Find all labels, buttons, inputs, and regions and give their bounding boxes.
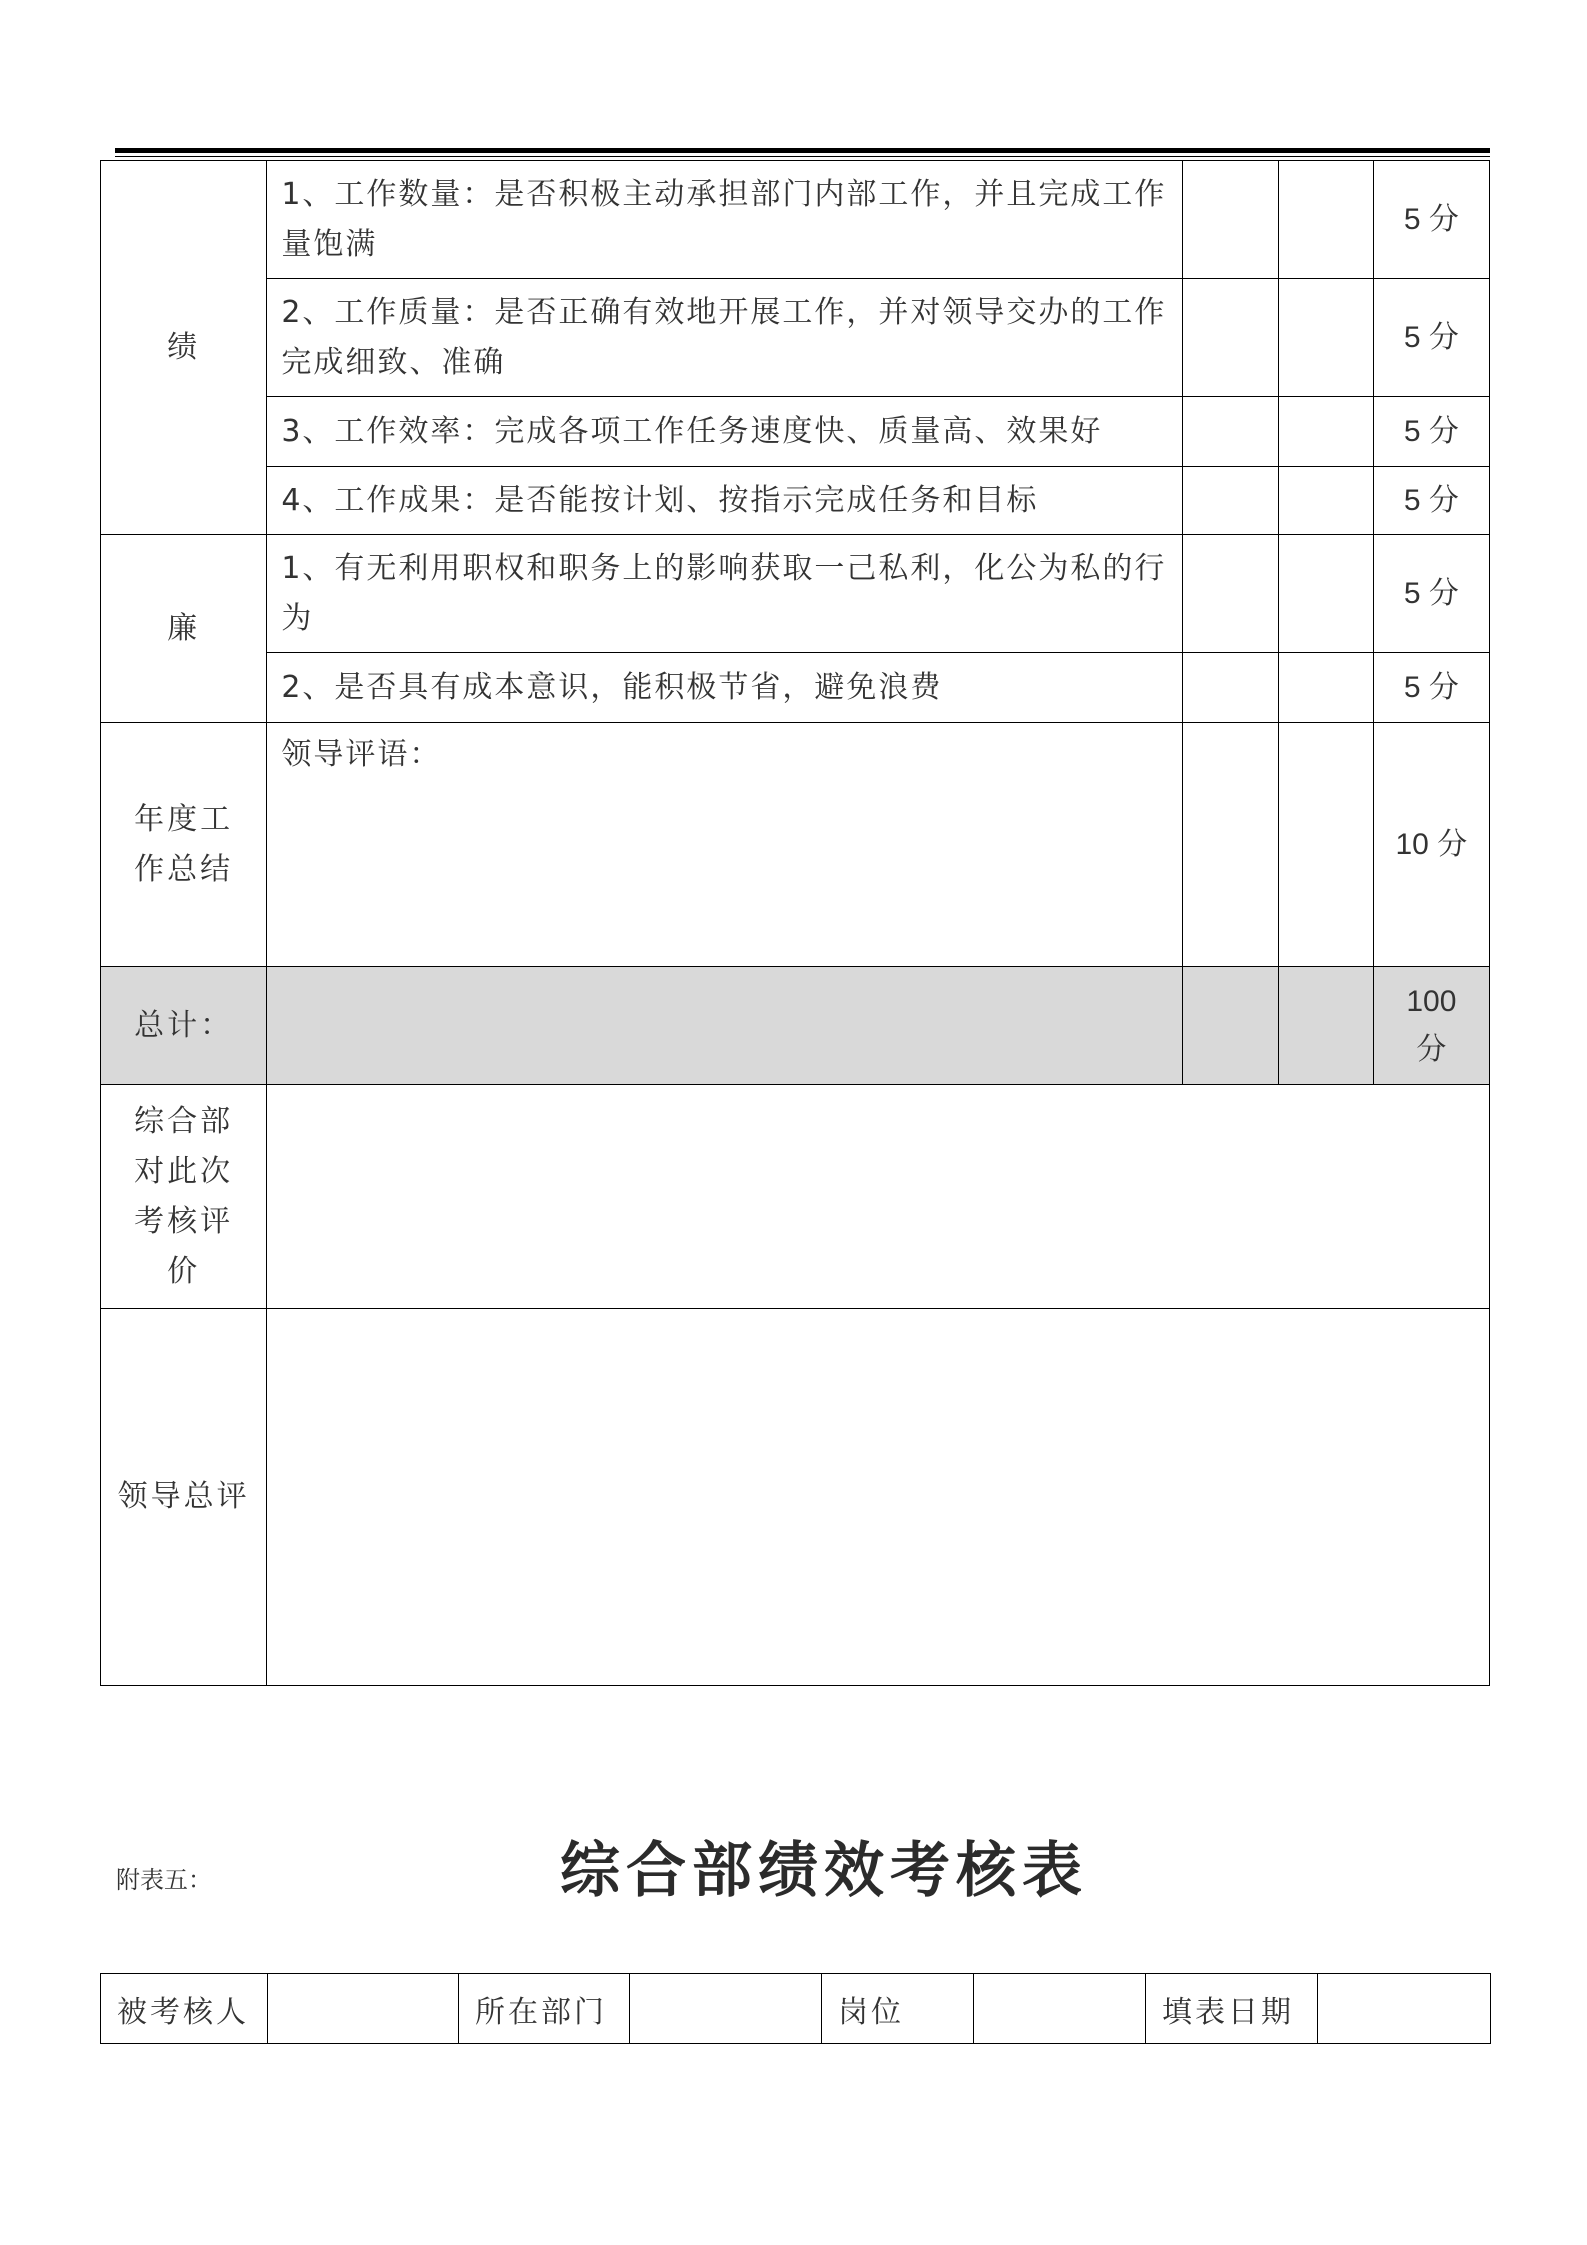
leader-overall-field[interactable] <box>267 1309 1490 1686</box>
appendix-label: 附表五： <box>116 1866 212 1894</box>
score-input-cell[interactable] <box>1183 653 1278 723</box>
score-input-cell[interactable] <box>1183 535 1278 653</box>
fill-date-field[interactable] <box>1318 1974 1491 2044</box>
score-input-cell[interactable] <box>1183 279 1278 397</box>
total-blank-cell <box>267 967 1183 1085</box>
total-score-cell[interactable] <box>1183 967 1278 1085</box>
fill-date-label: 填表日期 <box>1146 1974 1318 2044</box>
score-input-cell[interactable] <box>1183 397 1278 467</box>
max-score: 5 分 <box>1373 397 1489 467</box>
document-title: 综合部绩效考核表 <box>560 1836 1088 1906</box>
table-row <box>101 653 1490 723</box>
score-input-cell[interactable] <box>1278 723 1373 967</box>
examinee-field[interactable] <box>268 1974 459 2044</box>
dept-evaluation-label: 综合部对此次考核评价 <box>101 1085 267 1309</box>
score-input-cell[interactable] <box>1278 161 1373 279</box>
table-row <box>101 1309 1490 1686</box>
score-input-cell[interactable] <box>1278 397 1373 467</box>
dept-evaluation-field[interactable] <box>267 1085 1490 1309</box>
leader-overall-label: 领导总评 <box>101 1309 267 1686</box>
info-table <box>100 1973 1491 2044</box>
table-row <box>101 535 1490 653</box>
max-score: 5 分 <box>1373 279 1489 397</box>
criterion-work-efficiency: 3、工作效率：完成各项工作任务速度快、质量高、效果好 <box>267 397 1183 467</box>
criterion-work-quantity: 1、工作数量：是否积极主动承担部门内部工作，并且完成工作量饱满 <box>267 161 1183 279</box>
table-row <box>101 161 1490 279</box>
table-row <box>101 397 1490 467</box>
criterion-work-results: 4、工作成果：是否能按计划、按指示完成任务和目标 <box>267 467 1183 535</box>
total-max-score: 100 分 <box>1373 967 1489 1085</box>
score-input-cell[interactable] <box>1278 279 1373 397</box>
max-score: 10 分 <box>1373 723 1489 967</box>
max-score: 5 分 <box>1373 161 1489 279</box>
table-row <box>101 467 1490 535</box>
department-label: 所在部门 <box>459 1974 630 2044</box>
category-annual-summary: 年度工作总结 <box>101 723 267 967</box>
table-row <box>101 1085 1490 1309</box>
leader-comment-field[interactable]: 领导评语： <box>267 723 1183 967</box>
table-row <box>101 1974 1491 2044</box>
total-score-cell[interactable] <box>1278 967 1373 1085</box>
total-label: 总计： <box>101 967 267 1085</box>
criterion-cost-awareness: 2、是否具有成本意识，能积极节省，避免浪费 <box>267 653 1183 723</box>
score-input-cell[interactable] <box>1183 467 1278 535</box>
score-input-cell[interactable] <box>1278 467 1373 535</box>
evaluation-table <box>100 160 1490 1686</box>
examinee-label: 被考核人 <box>101 1974 268 2044</box>
position-field[interactable] <box>974 1974 1146 2044</box>
score-input-cell[interactable] <box>1278 535 1373 653</box>
criterion-abuse-of-power: 1、有无利用职权和职务上的影响获取一己私利，化公为私的行为 <box>267 535 1183 653</box>
header-rule-thin <box>115 156 1490 157</box>
header-rule <box>115 148 1490 153</box>
score-input-cell[interactable] <box>1183 723 1278 967</box>
max-score: 5 分 <box>1373 535 1489 653</box>
department-field[interactable] <box>630 1974 822 2044</box>
position-label: 岗位 <box>822 1974 974 2044</box>
criterion-work-quality: 2、工作质量：是否正确有效地开展工作，并对领导交办的工作完成细致、准确 <box>267 279 1183 397</box>
category-integrity: 廉 <box>101 535 267 723</box>
score-input-cell[interactable] <box>1278 653 1373 723</box>
category-performance: 绩 <box>101 161 267 535</box>
total-row <box>101 967 1490 1085</box>
max-score: 5 分 <box>1373 467 1489 535</box>
table-row <box>101 279 1490 397</box>
max-score: 5 分 <box>1373 653 1489 723</box>
score-input-cell[interactable] <box>1183 161 1278 279</box>
table-row <box>101 723 1490 967</box>
